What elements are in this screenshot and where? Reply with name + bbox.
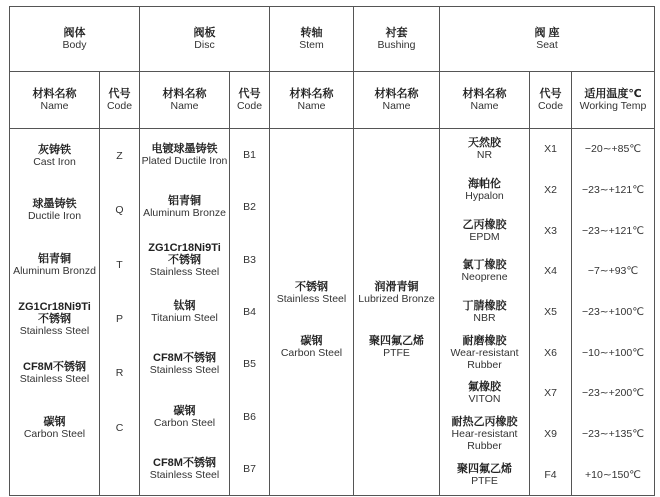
bushing-item [354,281,439,305]
name-header-zh: 材料名称 [289,88,334,100]
seat-name-header [440,72,530,129]
stem-item-zh: 不锈钢 [295,281,328,293]
disc-item-en: Titanium Steel [151,311,218,324]
seat-item [440,170,529,211]
body-code: C [115,421,124,434]
stem-item-en: Carbon Steel [280,347,343,359]
name-header-en: Name [470,100,499,112]
seat-temp-header [572,72,655,129]
body-item [10,346,99,400]
seat-item [440,373,529,414]
temp-header-en: Working Temp [579,100,647,112]
name-header-en: Name [297,100,326,112]
body-item-zh: ZG1Cr18Ni9Ti 不锈钢 [18,301,91,326]
body-code: Q [115,204,124,217]
body-code: T [116,258,123,271]
seat-code: X3 [544,224,557,237]
code-header-zh: 代号 [108,88,131,100]
bushing-item-en: Lubrized Bronze [358,293,435,305]
seat-item [440,292,529,333]
seat-item [440,251,529,292]
body-item-en: Cast Iron [33,156,76,169]
stem-column [270,129,354,496]
seat-code: X5 [544,306,557,319]
code-header-zh: 代号 [238,88,261,100]
body-item-en: Stainless Steel [19,373,90,386]
group-stem-zh: 转轴 [300,27,323,39]
seat-temp: −23∼+135℃ [581,428,645,441]
seat-item-zh: 丁腈橡胶 [462,300,507,313]
seat-item [440,129,529,170]
disc-item [140,181,229,233]
body-item [10,129,99,183]
disc-code: B2 [243,201,256,214]
seat-temp: −23∼+200℃ [581,387,645,400]
seat-item-zh: 聚四氟乙烯 [457,462,512,475]
seat-item [440,210,529,251]
disc-code-column [230,129,270,496]
name-header-zh: 材料名称 [374,88,419,100]
name-header-zh: 材料名称 [162,88,207,100]
code-header-en: Code [236,100,263,112]
seat-temp: −20∼+85℃ [584,143,642,156]
body-item-zh: CF8M不锈钢 [23,361,86,374]
disc-column [140,129,230,496]
materials-table [9,6,655,496]
seat-code: X2 [544,184,557,196]
body-item-zh: 碳钢 [43,415,66,428]
disc-item-en: Stainless Steel [149,468,220,481]
body-item-zh: 铝青铜 [38,252,71,265]
disc-item [140,129,229,181]
disc-item-zh: 碳钢 [173,404,196,417]
disc-item-zh: 钛钢 [173,299,196,312]
code-header-en: Code [537,100,564,112]
body-item [10,401,99,455]
seat-code: X9 [544,428,557,441]
group-stem-en: Stem [299,39,324,51]
body-item [10,238,99,292]
seat-item-en: NBR [473,312,496,325]
body-item [10,183,99,237]
name-header-en: Name [382,100,411,112]
group-stem [270,7,354,72]
code-header-zh: 代号 [539,88,562,100]
body-name-header [10,72,100,129]
body-item-en: Carbon Steel [23,427,86,440]
body-code: R [115,367,124,380]
bushing-name-header [354,72,440,129]
disc-code-header [230,72,270,129]
disc-item-en: Plated Ductile Iron [141,155,228,168]
materials-table-wrapper [9,6,654,496]
seat-temp: +10∼150℃ [585,468,641,481]
seat-code-column [530,129,572,496]
body-item-en: Stainless Steel [19,325,90,338]
group-seat [440,7,655,72]
seat-item [440,332,529,373]
name-header-zh: 材料名称 [32,88,77,100]
seat-temp-column [572,129,655,496]
code-header-en: Code [106,100,133,112]
body-code-column [100,129,140,496]
group-bushing-zh: 衬套 [385,27,408,39]
seat-item-en: Hear-resistant Rubber [451,428,518,453]
name-header-en: Name [170,100,199,112]
seat-item-en: Wear-resistant Rubber [450,346,519,371]
seat-item-en: NR [476,149,493,162]
disc-code: B6 [243,410,256,423]
group-bushing-en: Bushing [377,39,416,51]
disc-item [140,286,229,338]
disc-item [140,338,229,390]
seat-item-en: Neoprene [461,271,508,284]
bushing-column [354,129,440,496]
bushing-item-en: PTFE [383,347,410,359]
group-header-row [10,7,655,72]
seat-item-en: VITON [468,393,501,406]
body-item-zh: 球墨铸铁 [32,198,77,211]
body-item [10,292,99,346]
seat-item-zh: 耐磨橡胶 [462,334,507,347]
group-seat-en: Seat [536,39,558,51]
seat-code: F4 [544,468,557,481]
group-disc-zh: 阀板 [193,27,216,39]
body-item-zh: 灰铸铁 [38,144,71,157]
disc-item-zh: 铝青铜 [168,195,201,208]
seat-item-zh: 海帕伦 [468,178,501,190]
seat-item-en: Hypalon [465,190,504,202]
name-header-en: Name [40,100,69,112]
stem-item [270,335,353,359]
stem-item [270,281,353,305]
disc-code: B5 [243,358,256,371]
temp-header-zh: 适用温度℃ [584,88,642,100]
seat-code-header [530,72,572,129]
name-header-zh: 材料名称 [462,88,507,100]
seat-temp: −23∼+121℃ [581,224,645,237]
group-body [10,7,140,72]
seat-temp: −23∼+100℃ [581,306,645,319]
disc-item-zh: CF8M不锈钢 [153,456,216,469]
disc-item [140,234,229,286]
seat-temp: −10∼+100℃ [581,346,645,359]
group-disc [140,7,270,72]
group-body-en: Body [62,39,87,51]
body-code-header [100,72,140,129]
stem-name-header [270,72,354,129]
stem-item-en: Stainless Steel [276,293,347,305]
body-column [10,129,100,496]
body-item-en: Ductile Iron [27,210,82,223]
body-code: P [115,313,123,326]
disc-item-en: Carbon Steel [153,416,216,429]
seat-item-en: EPDM [469,230,500,243]
seat-temp: −7∼+93℃ [587,265,639,278]
seat-item-en: PTFE [471,474,498,487]
seat-item-zh: 天然胶 [468,137,501,150]
disc-item-zh: CF8M不锈钢 [153,352,216,365]
disc-item-en: Stainless Steel [149,364,220,377]
seat-code: X1 [544,143,557,156]
seat-item [440,414,529,455]
disc-item [140,390,229,442]
seat-item-zh: 氟橡胶 [468,381,501,394]
group-body-zh: 阀体 [63,27,86,39]
seat-code: X6 [544,346,557,359]
seat-item [440,454,529,495]
disc-item-zh: ZG1Cr18Ni9Ti 不锈钢 [148,241,221,266]
disc-code: B3 [243,253,256,266]
seat-item-zh: 乙丙橡胶 [462,218,507,231]
seat-code: X4 [544,265,557,278]
seat-item-zh: 氯丁橡胶 [462,259,507,272]
group-bushing [354,7,440,72]
group-disc-en: Disc [194,39,215,51]
disc-item [140,443,229,495]
disc-code: B1 [243,149,256,162]
bushing-item [354,335,439,359]
bushing-item-zh: 润滑青铜 [374,281,419,293]
disc-item-en: Aluminum Bronze [143,207,226,220]
disc-name-header [140,72,230,129]
seat-column [440,129,530,496]
bushing-item-zh: 聚四氟乙烯 [369,335,424,347]
seat-temp: −23∼+121℃ [581,184,645,196]
body-code: Z [116,150,123,163]
sub-header-row [10,72,655,129]
disc-code: B7 [243,462,256,475]
disc-code: B4 [243,305,256,318]
group-seat-zh: 阀 座 [534,27,560,39]
disc-item-en: Stainless Steel [149,265,220,278]
seat-code: X7 [544,387,557,400]
seat-item-zh: 耐热乙丙橡胶 [451,416,518,429]
disc-item-zh: 电镀球墨铸铁 [151,143,218,156]
stem-item-zh: 碳钢 [300,335,323,347]
body-item-en: Aluminum Bronzd [13,264,96,277]
